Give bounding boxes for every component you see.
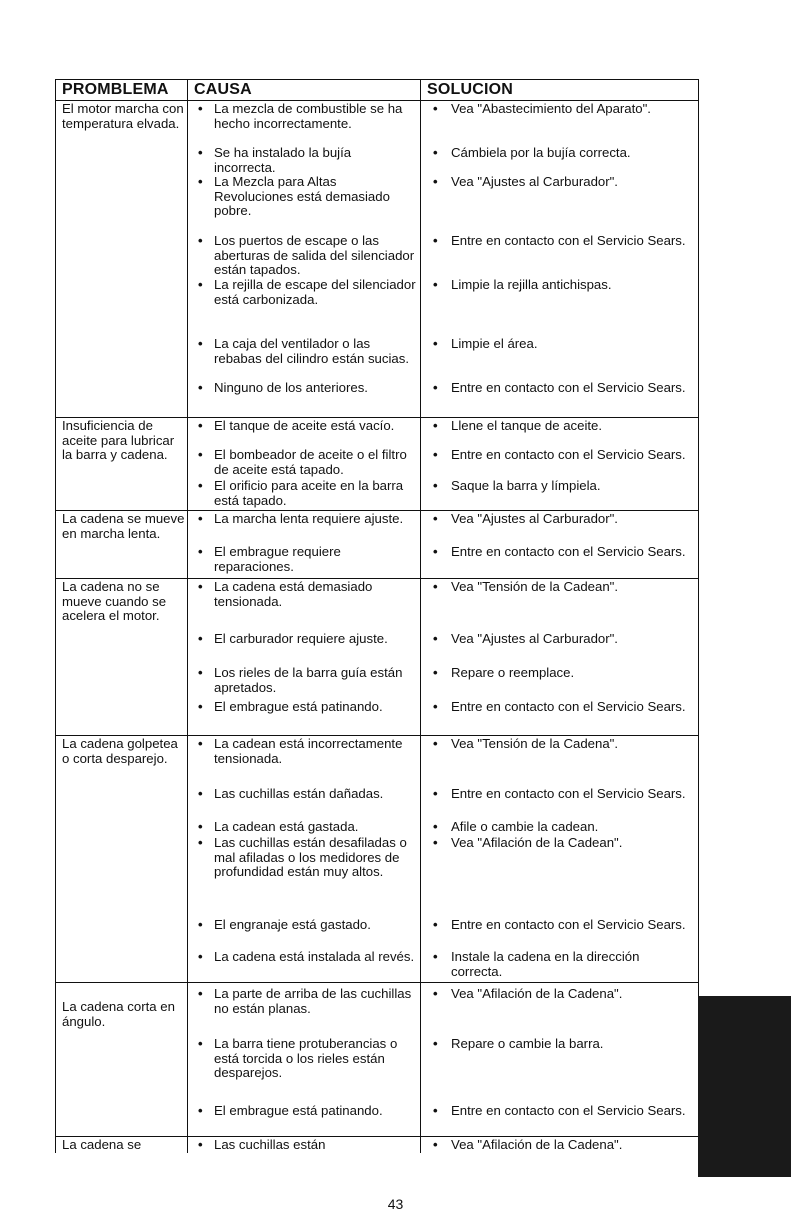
problem-cell: La cadena se [56,1137,188,1153]
section-tab-marker [698,996,791,1177]
table-row [56,1137,699,1153]
cause-item: • El tanque de aceite está vacío. [192,419,416,448]
cause-item: • El embrague está patinando. [192,1104,416,1136]
solution-item: • Entre en contacto con el Servicio Sears. [425,1104,694,1136]
cause-cell [188,736,421,983]
cause-item: • El embrague está patinando. [192,700,416,735]
table-row [56,983,699,1137]
problem-text: La cadena corta en ángulo. [62,999,175,1029]
cause-item: • El bombeador de aceite o el filtro de aceite está tapado. [192,448,416,479]
cause-item: • La Mezcla para Altas Revoluciones está demasiado pobre. [192,175,416,234]
cause-item: • La parte de arriba de las cuchillas no están planas. [192,987,416,1037]
troubleshooting-table [55,79,699,1153]
table-row [56,736,699,983]
solution-item: • Limpie la rejilla antichispas. [425,278,694,337]
solution-cell [421,418,699,511]
cause-item: • Los puertos de escape o las aberturas de salida del silenciador están tapados. [192,234,416,278]
solution-item: • Cámbiela por la bujía correcta. [425,146,694,175]
table-header-row [56,80,699,101]
cause-item: • La rejilla de escape del silenciador está carbonizada. [192,278,416,337]
cause-item: • La marcha lenta requiere ajuste. [192,512,416,545]
solution-item: • Entre en contacto con el Servicio Sears. [425,787,694,820]
solution-item: • Vea "Afilación de la Cadean". [425,836,694,918]
table-row [56,101,699,418]
solution-cell [421,579,699,736]
cause-item: • La cadena está demasiado tensionada. [192,580,416,632]
problem-cell: La cadena golpetea o corta desparejo. [56,736,188,983]
problem-cell: La cadena se mueve en marcha lenta. [56,511,188,579]
cause-item: • La cadean está gastada. [192,820,416,836]
cause-cell [188,579,421,736]
problem-cell: La cadena no se mueve cuando se acelera el motor. [56,579,188,736]
solution-item: • Entre en contacto con el Servicio Sears. [425,381,694,417]
cause-item: • La cadean está incorrectamente tensionada. [192,737,416,787]
solution-item: • Entre en contacto con el Servicio Sears. [425,700,694,735]
solution-cell [421,983,699,1137]
problem-cell [56,983,188,1137]
solution-item: • Llene el tanque de aceite. [425,419,694,448]
cause-cell [188,101,421,418]
header-cause: CAUSA [188,80,421,101]
solution-item: • Vea "Ajustes al Carburador". [425,632,694,666]
solution-cell [421,511,699,579]
cause-cell [188,418,421,511]
cause-item: • El orificio para aceite en la barra está tapado. [192,479,416,510]
solution-item: • Repare o reemplace. [425,666,694,700]
cause-cell [188,511,421,579]
solution-item: • Entre en contacto con el Servicio Sears. [425,545,694,578]
solution-cell [421,1137,699,1153]
cause-item: • El embrague requiere reparaciones. [192,545,416,578]
header-problem: PROMBLEMA [56,80,188,101]
solution-item: • Vea "Tensión de la Cadena". [425,737,694,787]
solution-item: • Entre en contacto con el Servicio Sears. [425,918,694,950]
problem-cell: Insuficiencia de aceite para lubricar la barra y cadena. [56,418,188,511]
table-row [56,579,699,736]
solution-item: • Vea "Ajustes al Carburador". [425,512,694,545]
solution-item: • Saque la barra y límpiela. [425,479,694,510]
solution-cell [421,101,699,418]
solution-item: • Entre en contacto con el Servicio Sears. [425,448,694,479]
page-number: 43 [387,1196,404,1212]
cause-item: • La mezcla de combustible se ha hecho incorrectamente. [192,102,416,146]
solution-cell [421,736,699,983]
solution-item: • Limpie el área. [425,337,694,381]
cause-item: • Ninguno de los anteriores. [192,381,416,417]
solution-item: • Instale la cadena en la dirección correcta. [425,950,694,982]
cause-item: • La cadena está instalada al revés. [192,950,416,982]
header-solution: SOLUCION [421,80,699,101]
cause-item: • Los rieles de la barra guía están apretados. [192,666,416,700]
cause-item: • La barra tiene protuberancias o está torcida o los rieles están desparejos. [192,1037,416,1104]
cause-cell [188,983,421,1137]
cause-item: • Se ha instalado la bujía incorrecta. [192,146,416,175]
solution-item: • Vea "Abastecimiento del Aparato". [425,102,694,146]
problem-cell: El motor marcha con temperatura elvada. [56,101,188,418]
solution-item: • Vea "Tensión de la Cadean". [425,580,694,632]
table-row [56,418,699,511]
table-row [56,511,699,579]
solution-item: • Vea "Ajustes al Carburador". [425,175,694,234]
cause-item: • La caja del ventilador o las rebabas del cilindro están sucias. [192,337,416,381]
cause-item: • Las cuchillas están dañadas. [192,787,416,820]
cause-item: • El engranaje está gastado. [192,918,416,950]
cause-item: • Las cuchillas están desafiladas o mal afiladas o los medidores de profundidad están muy altos. [192,836,416,918]
solution-item: • Vea "Afilación de la Cadena". [425,1138,694,1153]
solution-item: • Repare o cambie la barra. [425,1037,694,1104]
solution-item: • Entre en contacto con el Servicio Sears. [425,234,694,278]
cause-item: • El carburador requiere ajuste. [192,632,416,666]
solution-item: • Afile o cambie la cadean. [425,820,694,836]
solution-item: • Vea "Afilación de la Cadena". [425,987,694,1037]
cause-cell [188,1137,421,1153]
cause-item: • Las cuchillas están [192,1138,416,1153]
